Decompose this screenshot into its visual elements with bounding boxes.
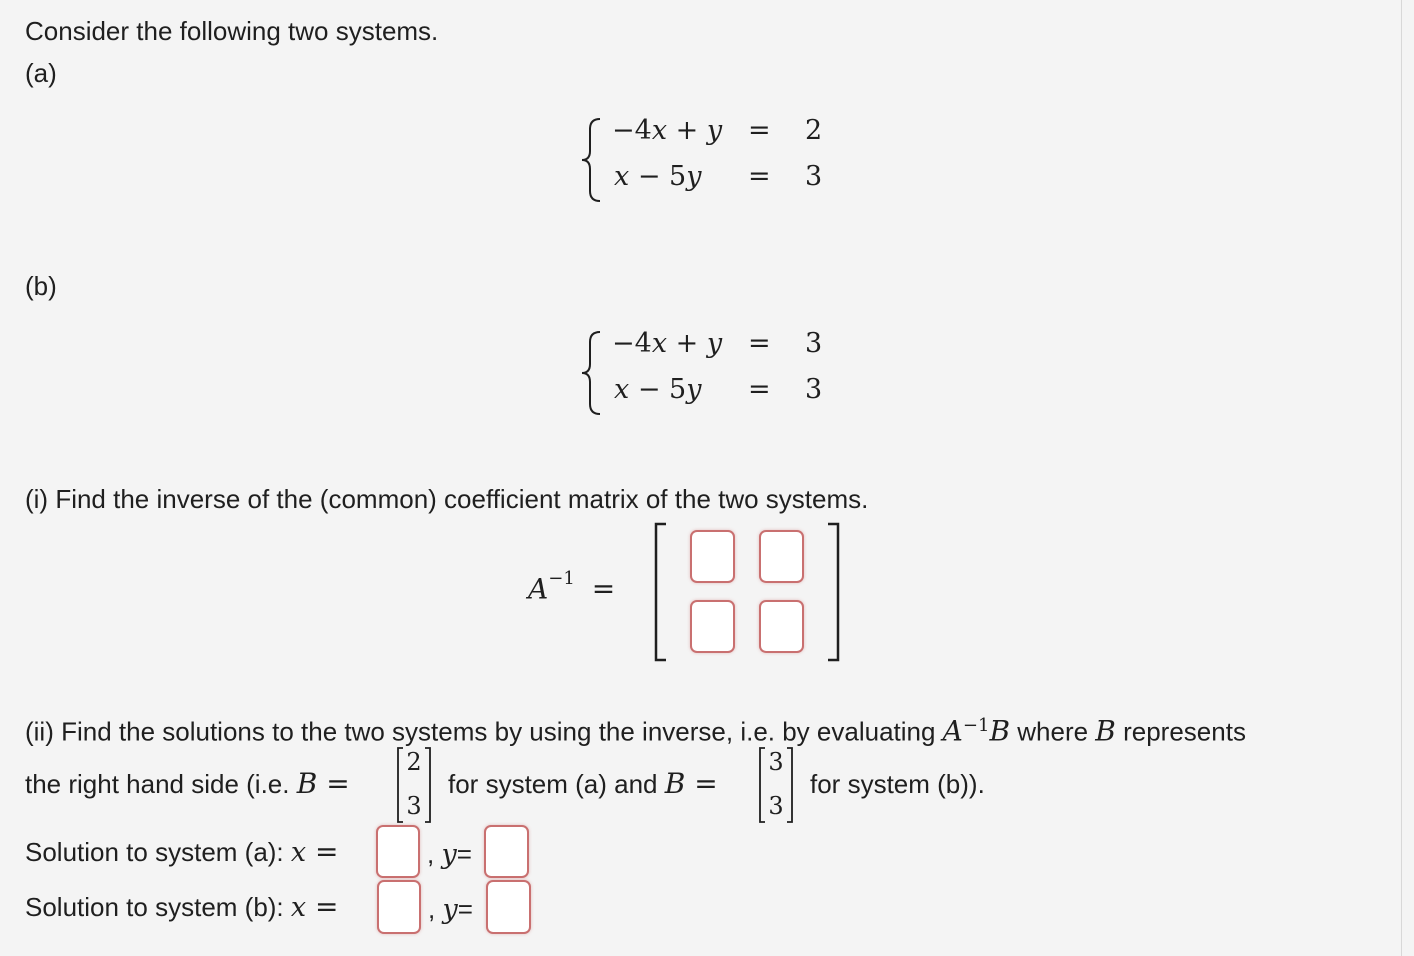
inverse-exponent: −1 [548, 568, 575, 589]
var-y: y [706, 115, 723, 146]
equals-sign: = [748, 328, 771, 359]
var-x: x [290, 837, 307, 868]
var-x: x [614, 161, 630, 192]
vector-entry-1: 3 [768, 748, 784, 776]
solution-a-row [25, 836, 339, 869]
system-a [578, 115, 838, 215]
matrix-a-symbol: A [528, 572, 549, 606]
question-ii-line-1 [25, 710, 1246, 748]
inverse-entry-11-input[interactable] [690, 530, 735, 583]
matrix-b-symbol: B [1095, 714, 1116, 748]
solution-a-y-input[interactable] [484, 825, 529, 878]
equals-sign: = [685, 767, 718, 800]
matrix-b-symbol: B [664, 767, 686, 800]
equals-sign: = [748, 115, 771, 146]
solution-a-y-label [427, 838, 472, 871]
inverse-exponent: −1 [962, 715, 990, 736]
coef: −4 [612, 115, 652, 146]
var-y: y [442, 894, 458, 925]
matrix-b-symbol: B [296, 767, 318, 800]
matrix-b-symbol: B [989, 714, 1011, 748]
op-minus: − 5 [629, 161, 687, 192]
op-plus: + [667, 115, 707, 146]
vector-entry-2: 3 [406, 792, 422, 820]
intro-text: Consider the following two systems. [25, 16, 439, 46]
solution-b-label: Solution to system (b): [25, 892, 291, 922]
var-y: y [706, 328, 723, 359]
var-y: y [686, 374, 702, 405]
inverse-entry-21-input[interactable] [690, 600, 735, 653]
system-a-row-1 [578, 115, 838, 155]
rhs-value: 3 [805, 161, 823, 192]
equals-sign: = [457, 894, 473, 924]
solution-b-y-input[interactable] [486, 880, 531, 934]
rhs-value: 3 [805, 328, 823, 359]
equals-sign: = [306, 890, 339, 923]
equals-sign: = [306, 835, 339, 868]
solution-b-y-label [428, 893, 473, 926]
var-y: y [686, 161, 702, 192]
var-x: x [651, 328, 668, 359]
comma: , [428, 894, 436, 924]
system-b-row-1 [578, 328, 838, 368]
inverse-entry-12-input[interactable] [759, 530, 804, 583]
inverse-entry-22-input[interactable] [759, 600, 804, 653]
vector-entry-2: 3 [768, 792, 784, 820]
where-text: where [1010, 716, 1096, 747]
vector-entry-1: 2 [406, 748, 422, 776]
question-ii-line-2-mid [448, 768, 718, 800]
var-y: y [441, 839, 457, 870]
system-b-row-2 [578, 374, 838, 414]
system-a-row-2 [578, 161, 838, 201]
var-x: x [614, 374, 630, 405]
equals-sign: = [591, 572, 616, 606]
question-ii-line-2-start [25, 768, 350, 800]
inverse-label [528, 568, 616, 606]
rhs-value: 3 [805, 374, 823, 405]
op-plus: + [667, 328, 707, 359]
solution-a-x-input[interactable] [376, 825, 420, 878]
solution-b-x-input[interactable] [377, 880, 421, 934]
solution-a-label: Solution to system (a): [25, 837, 291, 867]
rhs-value: 2 [805, 115, 823, 146]
equals-sign: = [748, 374, 771, 405]
solution-b-row [25, 891, 339, 924]
coef: −4 [612, 328, 652, 359]
represents-text: represents [1115, 716, 1246, 747]
var-x: x [651, 115, 668, 146]
var-x: x [290, 892, 307, 923]
page-right-border [1401, 0, 1402, 956]
vector-b-system-a [395, 746, 433, 824]
part-b-label: (b) [25, 271, 57, 301]
op-minus: − 5 [629, 374, 687, 405]
for-system-a-text: for system (a) and [448, 769, 665, 799]
equals-sign: = [748, 161, 771, 192]
question-i-text: (i) Find the inverse of the (common) coefficient matrix of the two systems. [25, 484, 869, 514]
equals-sign: = [317, 767, 350, 800]
question-ii-line-2-end: for system (b)). [810, 769, 985, 799]
vector-b-system-b [757, 746, 795, 824]
matrix-a-symbol: A [942, 714, 963, 748]
question-ii-line-2-prefix: the right hand side (i.e. [25, 769, 297, 799]
system-b [578, 328, 838, 428]
question-ii-prefix: (ii) Find the solutions to the two systems by using the inverse, i.e. by evaluating [25, 716, 943, 747]
part-a-label: (a) [25, 58, 57, 88]
matrix-brackets [650, 522, 844, 662]
equals-sign: = [456, 839, 472, 869]
comma: , [427, 839, 435, 869]
